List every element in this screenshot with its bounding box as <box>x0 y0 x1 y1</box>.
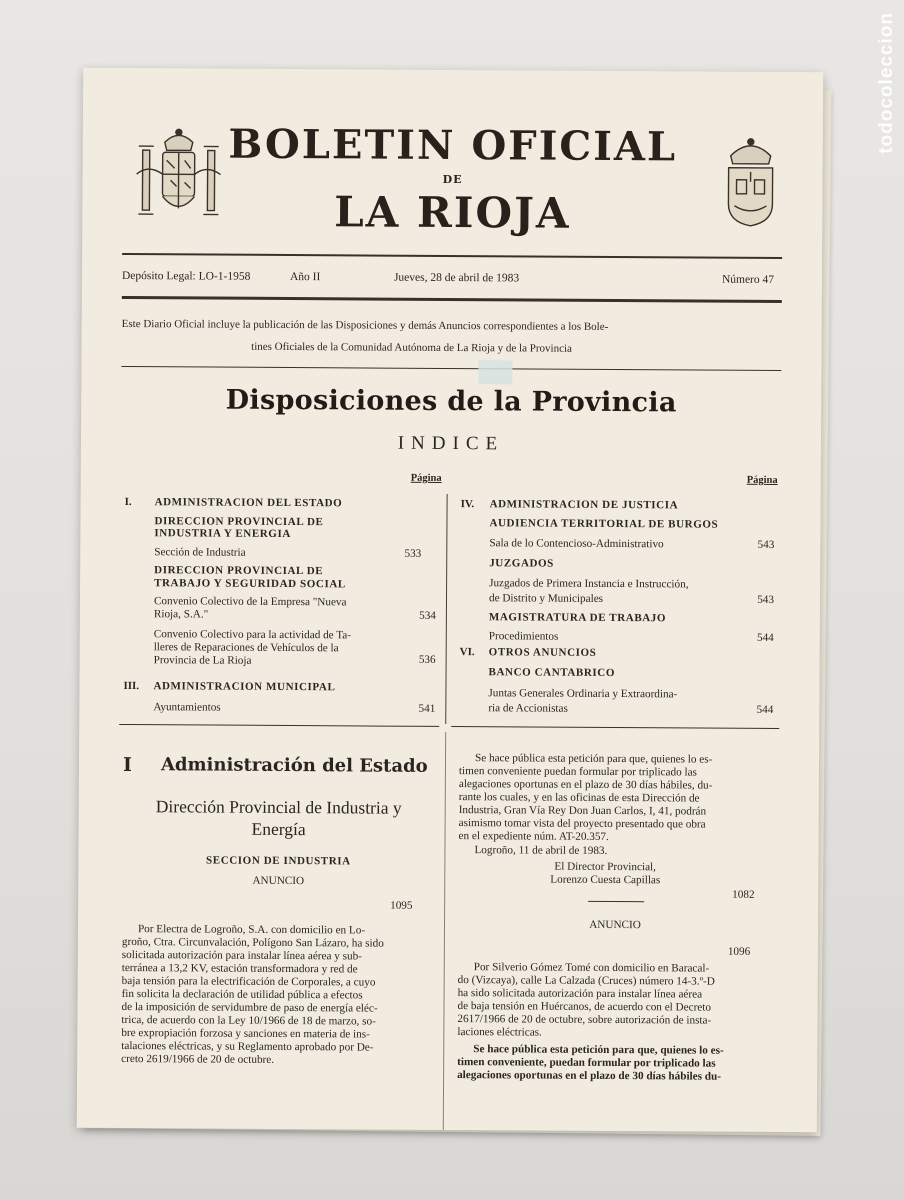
index-entry: Ayuntamientos <box>153 701 221 714</box>
article-heading: Administración del Estado <box>160 754 428 777</box>
paragraph-line: en el expediente núm. AT-20.357. <box>458 830 609 843</box>
pagina-label-left: Página <box>410 472 442 484</box>
index-section-title: ADMINISTRACION DE JUSTICIA <box>489 498 679 512</box>
index-entry: lleres de Reparaciones de Vehículos de la <box>153 641 339 655</box>
issue-date: Jueves, 28 de abril de 1983 <box>393 271 520 285</box>
paragraph-line: trica, de acuerdo con la Ley 10/1966 de 18 de marzo, so- <box>121 1014 376 1028</box>
paragraph-line: 2617/1966 de 20 de octubre, sobre autorización de insta- <box>457 1013 712 1027</box>
paragraph-line: Industria, Gran Vía Rey Don Juan Carlos, I, 41, podrán <box>458 804 707 818</box>
index-section-title: OTROS ANUNCIOS <box>488 646 597 659</box>
index-section-number: III. <box>123 680 140 693</box>
paragraph-line: creto 2619/1966 de 20 de octubre. <box>121 1053 275 1066</box>
index-page: 541 <box>418 702 436 715</box>
article-paragraph <box>121 923 440 1068</box>
paragraph-line: timen conveniente, puedan formular por triplicado las <box>457 1056 716 1070</box>
article-paragraph <box>457 961 775 1041</box>
index-heading: DIRECCION PROVINCIAL DE <box>154 515 324 529</box>
index-section-number: I. <box>124 496 132 509</box>
seccion-label: SECCION DE INDUSTRIA <box>206 854 351 868</box>
index-entry: Juntas Generales Ordinaria y Extraordina- <box>488 687 678 701</box>
anio: Año II <box>289 271 321 284</box>
paragraph-line: fin solicita la declaración de utilidad pública a efectos <box>121 988 363 1002</box>
index-page: 544 <box>756 631 774 644</box>
paragraph-line: timen conveniente puedan formular por triplicado las <box>458 765 697 779</box>
index-entry: ria de Accionistas <box>488 702 568 715</box>
article-heading-number: I <box>122 754 132 777</box>
index-bottom-rule-right <box>451 726 779 729</box>
article-paragraph <box>457 1043 775 1084</box>
watermark: todocoleccion <box>876 12 897 154</box>
index-section-number: IV. <box>460 498 475 511</box>
paragraph-line: talaciones eléctricas, y su Reglamento aprobado por De- <box>121 1040 374 1054</box>
index-page: 543 <box>757 538 775 551</box>
index-section-title: ADMINISTRACION MUNICIPAL <box>153 680 336 694</box>
index-entry: Provincia de La Rioja <box>153 654 252 667</box>
index-page: 543 <box>757 593 775 606</box>
index-section-number: VI. <box>459 646 475 659</box>
paragraph-line: do (Vizcaya), calle La Calzada (Cruces) número 14-3.º-D <box>457 974 715 988</box>
intro-rule <box>121 366 781 371</box>
paragraph-line: de baja tensión en Huércanos, de acuerdo con el Decreto <box>457 1000 712 1014</box>
paragraph-line: Se hace pública esta petición para que, quienes lo es- <box>474 752 713 766</box>
index-entry: de Distrito y Municipales <box>488 592 604 605</box>
paragraph-line: ha sido solicitada autorización para instalar línea aérea <box>457 987 703 1001</box>
masthead-rule <box>122 253 782 259</box>
anuncio-label: ANUNCIO <box>252 874 305 888</box>
paragraph-line: de la imposición de servidumbre de paso de energía eléc- <box>121 1001 378 1015</box>
paragraph-line: terránea a 13,2 KV, estación transformadora y red de <box>121 962 358 976</box>
paragraph-line: Se hace pública esta petición para que, quienes lo es- <box>473 1043 724 1057</box>
pagina-label-right: Página <box>746 474 778 486</box>
index-page: 544 <box>756 703 774 716</box>
tape-mark <box>478 360 512 384</box>
signature-title: El Director Provincial, <box>554 860 657 874</box>
paragraph-line: alegaciones oportunas en el plazo de 30 días hábiles du- <box>457 1069 722 1083</box>
index-column-divider <box>445 494 447 724</box>
index-entry: Rioja, S.A." <box>153 608 209 621</box>
index-bottom-rule-left <box>119 724 439 727</box>
index-entry: Convenio Colectivo para la actividad de Ta- <box>153 628 352 642</box>
index-heading: TRABAJO Y SEGURIDAD SOCIAL <box>154 577 346 591</box>
indice-title: INDICE <box>397 432 505 455</box>
deposito-legal: Depósito Legal: LO-1-1958 <box>121 269 251 283</box>
paragraph-line: Por Silverio Gómez Tomé con domicilio en Baracal- <box>473 961 710 975</box>
issue-number: Número 47 <box>721 273 775 286</box>
index-page: 534 <box>419 609 436 622</box>
newspaper-page <box>77 68 823 1133</box>
index-section-title: ADMINISTRACION DEL ESTADO <box>154 496 343 510</box>
paragraph-line: baja tensión para la electrificación de Corporales, a cuyo <box>121 975 376 989</box>
index-heading: JUZGADOS <box>489 557 554 570</box>
signature-name: Lorenzo Cuesta Capillas <box>550 873 661 887</box>
index-heading: AUDIENCIA TERRITORIAL DE BURGOS <box>489 517 719 531</box>
anuncio-number: 1082 <box>732 888 755 901</box>
anuncio-label: ANUNCIO <box>589 918 641 932</box>
article-date: Logroño, 11 de abril de 1983. <box>474 844 608 857</box>
short-rule <box>588 901 644 902</box>
paragraph-line: asimismo tomar vista del proyecto presentado que obra <box>458 817 706 831</box>
index-page: 536 <box>418 653 436 666</box>
body-column-divider <box>443 732 446 1132</box>
index-entry: Sección de Industria <box>154 546 246 559</box>
intro-line-1: Este Diario Oficial incluye la publicación de las Disposiciones y demás Anuncios correspondientes a los Bole- <box>121 317 609 333</box>
article-subheading: Energía <box>251 818 306 840</box>
paragraph-line: alegaciones oportunas en el plazo de 30 días hábiles, du- <box>458 778 713 792</box>
paragraph-line: solicitada autorización para instalar línea aérea y sub- <box>121 949 362 963</box>
index-entry: Juzgados de Primera Instancia e Instrucción, <box>489 577 689 591</box>
paragraph-line: laciones eléctricas. <box>457 1026 542 1039</box>
intro-line-2: tines Oficiales de la Comunidad Autónoma de La Rioja y de la Provincia <box>251 340 572 355</box>
index-heading: DIRECCION PROVINCIAL DE <box>154 564 324 578</box>
index-entry: Convenio Colectivo de la Empresa "Nueva <box>153 595 347 609</box>
index-entry: Sala de lo Contencioso-Administrativo <box>489 537 664 551</box>
index-heading: BANCO CANTABRICO <box>488 666 616 680</box>
info-rule <box>122 296 782 303</box>
index-page: 533 <box>404 547 422 560</box>
masthead-title: BOLETIN OFICIAL <box>228 120 678 171</box>
article-subheading: Dirección Provincial de Industria y <box>155 796 402 818</box>
index-entry: Procedimientos <box>488 630 559 643</box>
index-heading: MAGISTRATURA DE TRABAJO <box>488 611 667 625</box>
index-heading: INDUSTRIA Y ENERGIA <box>154 527 291 541</box>
anuncio-number: 1095 <box>390 899 413 912</box>
paragraph-line: bre expropiación forzosa y sanciones en materia de ins- <box>121 1027 370 1041</box>
masthead-subtitle: LA RIOJA <box>334 187 571 238</box>
section-title: Disposiciones de la Provincia <box>225 384 677 419</box>
anuncio-number: 1096 <box>727 945 751 958</box>
paragraph-line: Por Electra de Logroño, S.A. con domicilio en Lo- <box>137 923 366 937</box>
paragraph-line: groño, Ctra. Circunvalación, Polígono San Lázaro, ha sido <box>121 936 384 950</box>
article-paragraph <box>459 752 778 845</box>
paragraph-line: rante los cuales, y en las oficinas de esta Dirección de <box>458 791 700 805</box>
masthead-de: DE <box>442 172 463 187</box>
